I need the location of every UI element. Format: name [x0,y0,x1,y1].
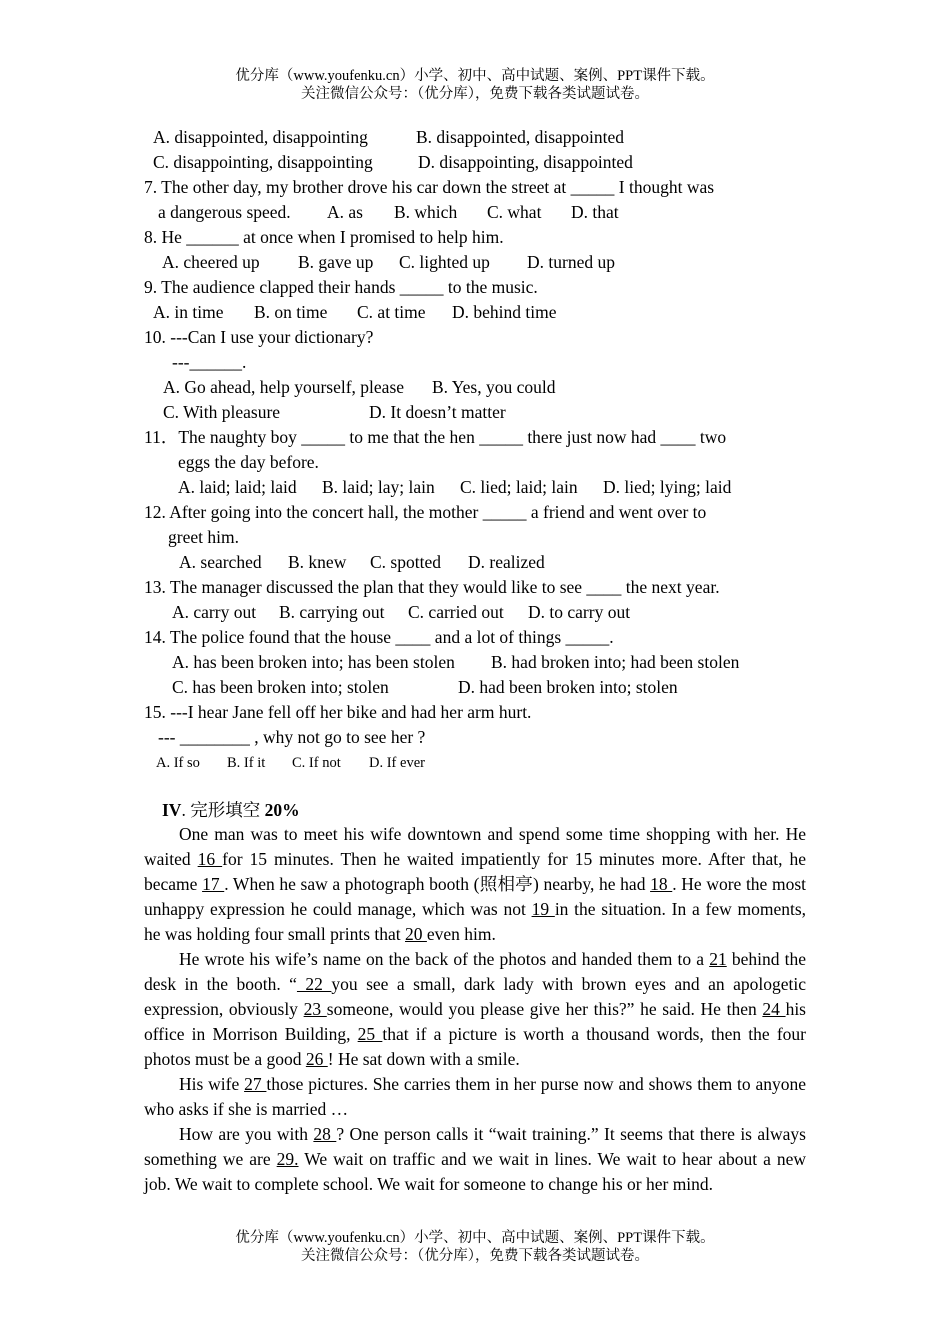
blank-29: 29. [276,1149,299,1169]
q14-stem: 14. The police found that the house ____ and a lot of things _____. [144,627,614,647]
header-line-2: 关注微信公众号：（优分库），免费下载各类试题试卷。 [301,86,649,102]
q7-option-b: B. which [394,202,458,222]
q7-stem-continued: a dangerous speed. [158,202,291,222]
q6-option-b: B. disappointed, disappointed [416,127,625,147]
q15-option-c: C. If not [292,755,341,771]
q7-option-a: A. as [327,202,363,222]
q12-option-b: B. knew [288,552,347,572]
q13-option-c: C. carried out [408,602,504,622]
blank-20: 20 [405,924,427,944]
q12-option-c: C. spotted [370,552,441,572]
footer-line-2: 关注微信公众号：（优分库），免费下载各类试题试卷。 [301,1248,649,1264]
q15-option-b: B. If it [227,755,266,771]
q9-option-a: A. in time [153,302,224,322]
q7-option-c: C. what [487,202,542,222]
q11-option-d: D. lied; lying; laid [603,477,732,497]
q13-option-d: D. to carry out [528,602,631,622]
q13-option-b: B. carrying out [279,602,385,622]
q10-response: ---______. [172,352,247,372]
q7-stem: 7. The other day, my brother drove his car down the street at _____ I thought was [144,177,715,197]
footer-line-1: 优分库（www.youfenku.cn）小学、初中、高中试题、案例、PPT课件下载。 [235,1230,715,1246]
q14-option-a: A. has been broken into; has been stolen [172,652,455,672]
blank-23: 23 [303,999,327,1019]
q9-option-d: D. behind time [452,302,557,322]
q12-stem-continued: greet him. [168,527,239,547]
q6-option-a: A. disappointed, disappointing [153,127,368,147]
page-header-top [0,67,950,103]
q7-option-d: D. that [571,202,619,222]
q6-option-c: C. disappointing, disappointing [153,152,373,172]
q14-option-d: D. had been broken into; stolen [458,677,678,697]
q9-option-c: C. at time [357,302,426,322]
passage-paragraph-2: He wrote his wife’s name on the back of the photos and handed them to a 21 behind the desk in the booth. “ 22 you see a small, dark lady with brown eyes and an apologetic expression, obviously 23 someone, would you please give her this?” he said. He then 24 his office in Morrison Building, 25 that if a picture is worth a thousand words, then the four photos must be a good 26 ! He sat down with a smile. [144,949,807,1069]
section-numeral: IV [162,800,182,820]
q13-option-a: A. carry out [172,602,257,622]
blank-22: 22 [296,974,332,994]
q13-stem: 13. The manager discussed the plan that they would like to see ____ the next year. [144,577,720,597]
passage-paragraph-3: His wife 27 those pictures. She carries them in her purse now and shows them to anyone who asks if she is married … [144,1074,807,1119]
q12-stem: 12. After going into the concert hall, the mother _____ a friend and went over to [144,502,707,522]
q8-option-a: A. cheered up [162,252,260,272]
blank-26: 26 [305,1049,328,1069]
passage-paragraph-1: One man was to meet his wife downtown and spend some time shopping with her. He waited 16 for 15 minutes. Then he waited impatiently for 15 minutes more. After that, he became 17 . When he saw a photograph booth (照相亭) nearby, he had 18 . He wore the most unhappy expression he could manage, which was not 19 in the situation. In a few moments, he was holding four small prints that 20 even him. [144,824,807,944]
q10-option-c: C. With pleasure [163,402,281,422]
q9-option-b: B. on time [254,302,328,322]
q8-option-d: D. turned up [527,252,615,272]
blank-21: 21 [709,949,727,969]
blank-19: 19 [531,899,555,919]
section-heading [162,799,300,821]
page-footer [0,1229,950,1265]
cloze-passage [144,822,806,1197]
q12-option-d: D. realized [468,552,545,572]
q15-option-a: A. If so [156,755,200,771]
section-title: 完形填空 [190,800,261,820]
q15-response: --- ________ , why not go to see her ? [158,727,426,747]
blank-27: 27 [244,1074,267,1094]
blank-24: 24 [762,999,786,1019]
q11-option-b: B. laid; lay; lain [322,477,435,497]
q12-option-a: A. searched [179,552,262,572]
q11-stem: 11．The naughty boy _____ to me that the hen _____ there just now had ____ two [144,427,727,447]
q11-stem-continued: eggs the day before. [178,452,319,472]
q8-stem: 8. He ______ at once when I promised to help him. [144,227,504,247]
q14-option-c: C. has been broken into; stolen [172,677,389,697]
blank-25: 25 [357,1024,383,1044]
q10-option-b: B. Yes, you could [432,377,556,397]
q8-option-c: C. lighted up [399,252,490,272]
q10-option-a: A. Go ahead, help yourself, please [163,377,405,397]
passage-paragraph-4: How are you with 28 ? One person calls it “wait training.” It seems that there is always something we are 29. We wait on traffic and we wait in lines. We wait to hear about a new job. We wait to complete school. We wait for someone to change his or her mind. [144,1124,807,1194]
blank-28: 28 [313,1124,337,1144]
section-separator: . [181,800,186,820]
blank-16: 16 [197,849,223,869]
q9-stem: 9. The audience clapped their hands _____ to the music. [144,277,538,297]
section-score: 20% [264,800,300,820]
q14-option-b: B. had broken into; had been stolen [491,652,740,672]
q10-option-d: D. It doesn’t matter [369,402,506,422]
q15-stem: 15. ---I hear Jane fell off her bike and had her arm hurt. [144,702,532,722]
header-line-1: 优分库（www.youfenku.cn）小学、初中、高中试题、案例、PPT课件下载。 [235,68,715,84]
q11-option-a: A. laid; laid; laid [178,477,297,497]
q15-option-d: D. If ever [369,755,425,771]
blank-17: 17 [202,874,225,894]
blank-18: 18 [650,874,673,894]
q11-option-c: C. lied; laid; lain [460,477,578,497]
q10-stem: 10. ---Can I use your dictionary? [144,327,374,347]
q8-option-b: B. gave up [298,252,374,272]
q6-option-d: D. disappointing, disappointed [418,152,633,172]
